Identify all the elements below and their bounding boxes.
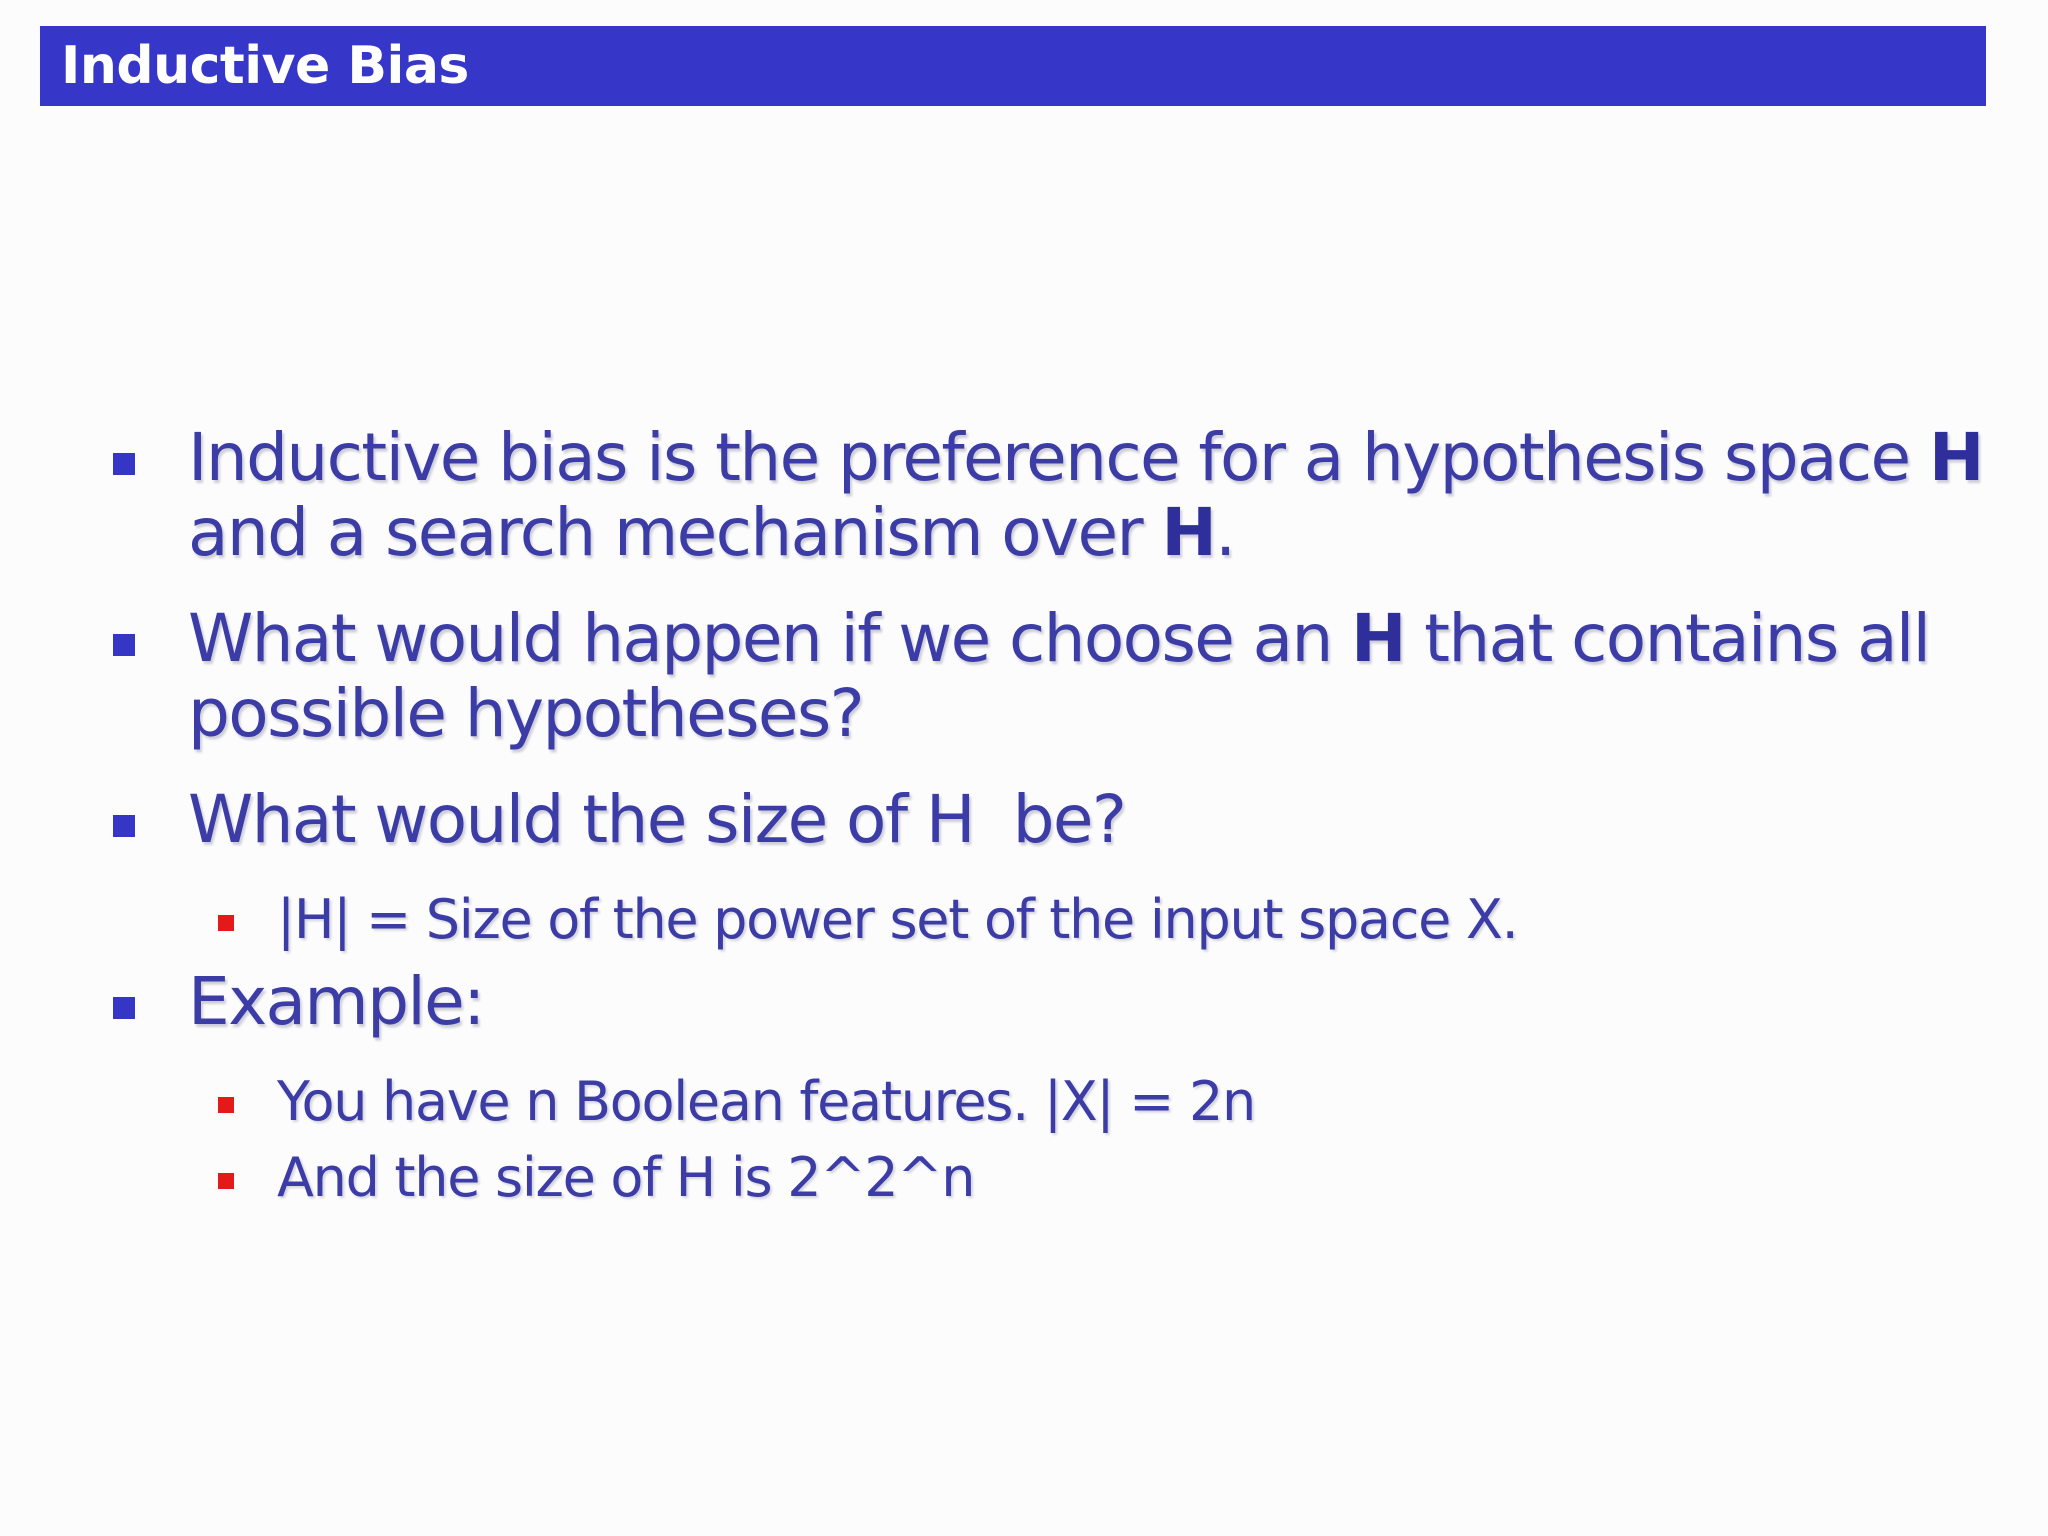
bullet-text: Example: [188,963,484,1040]
bullet-item [188,419,1983,571]
title-bar [40,26,1986,106]
bold-h: H [1351,600,1405,677]
bullet-item [188,782,1948,857]
bullet-text: What would the size of H be? [188,781,1126,858]
bullet-line [188,601,1948,676]
bullet-square-icon [113,815,135,837]
bullet-text: What would happen if we choose an [188,600,1352,677]
sub-bullet-square-icon [218,915,234,931]
sub-bullet-text: And the size of H is 2^2^n [277,1146,975,1209]
bullet-text: possible hypotheses? [188,675,864,752]
sub-bullet-item [277,1140,1977,1216]
bullet-square-icon [113,453,135,475]
bullet-item [188,601,1948,751]
bold-h: H [1928,419,1983,496]
bullet-line [188,419,1983,496]
bullet-text: and a search mechanism over [188,494,1162,571]
bullet-text: Inductive bias is the preference for a hypothesis space [188,419,1929,496]
sub-bullet-square-icon [218,1173,234,1189]
sub-bullet-item [277,1064,1977,1140]
sub-bullet-text: You have n Boolean features. |X| = 2n [277,1070,1255,1133]
sub-bullet-item [277,882,1977,958]
bullet-item [188,964,1948,1039]
sub-bullet-text: |H| = Size of the power set of the input space X. [277,888,1518,951]
sub-bullet-square-icon [218,1097,234,1113]
bullet-text: that contains all [1404,600,1930,677]
bullet-text: . [1215,494,1235,571]
bullet-square-icon [113,997,135,1019]
bullet-square-icon [113,634,135,656]
bullet-line [188,676,1948,751]
slide-title: Inductive Bias [61,36,469,96]
bold-h: H [1161,494,1216,571]
bullet-line [188,495,1948,570]
